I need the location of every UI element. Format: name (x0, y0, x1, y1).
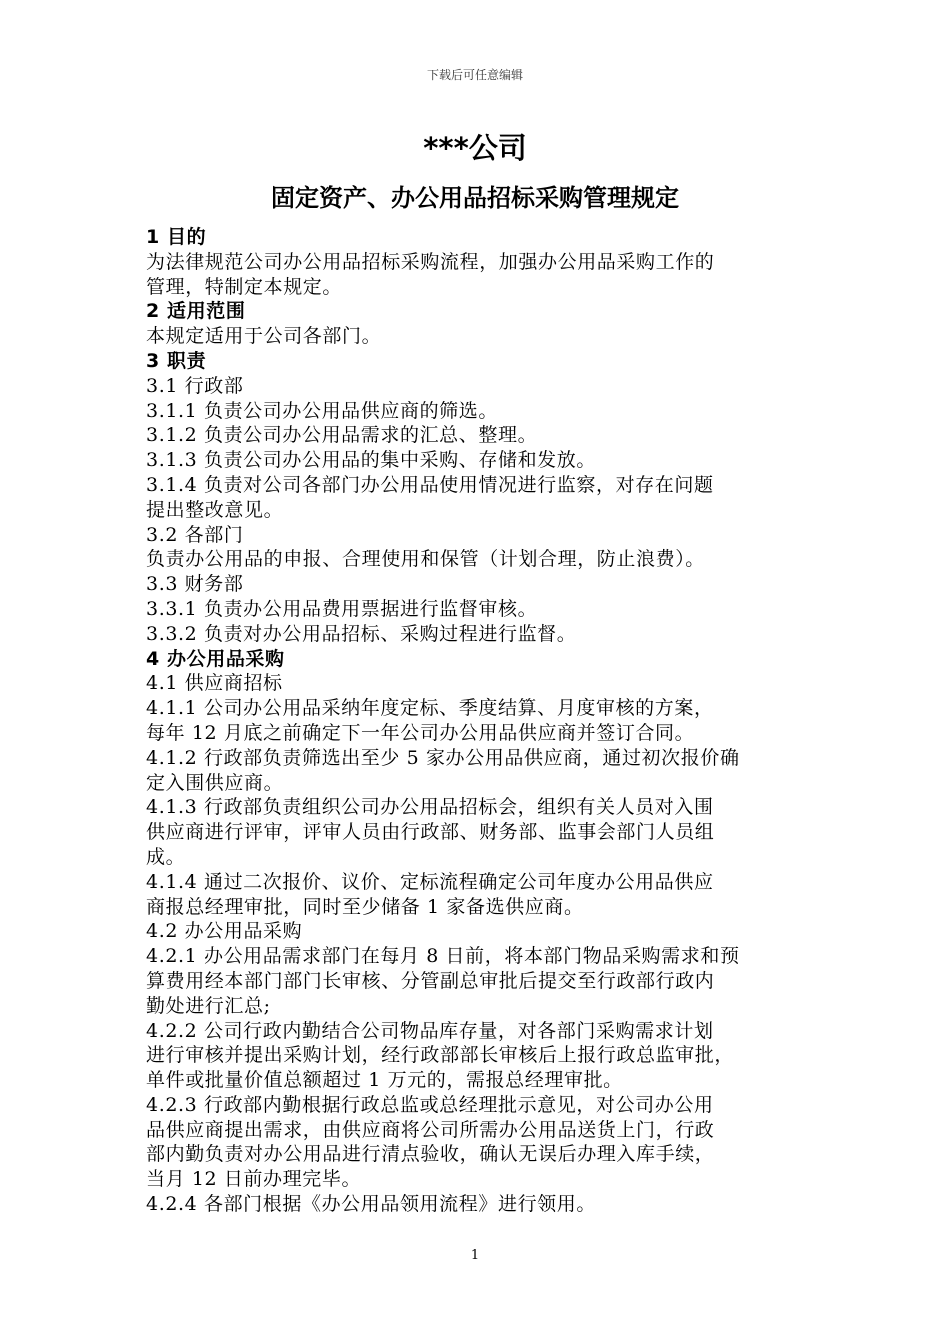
body-line: 单件或批量价值总额超过 1 万元的，需报总经理审批。 (146, 1069, 623, 1092)
body-line: 3.3 财务部 (146, 573, 244, 596)
body-line: 提出整改意见。 (146, 498, 284, 521)
section-heading: 4 办公用品采购 (146, 647, 285, 670)
body-line: 3.1.3 负责公司办公用品的集中采购、存储和发放。 (146, 449, 596, 472)
body-line: 本规定适用于公司各部门。 (146, 325, 382, 348)
body-line: 当月 12 日前办理完毕。 (146, 1168, 362, 1191)
body-line: 勤处进行汇总; (146, 994, 271, 1017)
body-line: 管理，特制定本规定。 (146, 275, 343, 298)
section-heading: 3 职责 (146, 349, 207, 372)
body-line: 进行审核并提出采购计划，经行政部部长审核后上报行政总监审批， (146, 1044, 735, 1067)
body-line: 算费用经本部门部门长审核、分管副总审批后提交至行政部行政内 (146, 969, 715, 992)
body-line: 3.1.4 负责对公司各部门办公用品使用情况进行监察，对存在问题 (146, 473, 714, 496)
body-line: 3.1.1 负责公司办公用品供应商的筛选。 (146, 399, 498, 422)
body-line: 为法律规范公司办公用品招标采购流程，加强办公用品采购工作的 (146, 250, 715, 273)
body-line: 负责办公用品的申报、合理使用和保管（计划合理，防止浪费）。 (146, 548, 705, 571)
body-line: 4.1.4 通过二次报价、议价、定标流程确定公司年度办公用品供应 (146, 870, 714, 893)
company-name: ***公司 (423, 131, 527, 165)
body-line: 3.3.1 负责办公用品费用票据进行监督审核。 (146, 597, 538, 620)
body-line: 供应商进行评审，评审人员由行政部、财务部、监事会部门人员组 (146, 821, 715, 844)
body-line: 4.1.2 行政部负责筛选出至少 5 家办公用品供应商，通过初次报价确 (146, 746, 740, 769)
body-line: 每年 12 月底之前确定下一年公司办公用品供应商并签订合同。 (146, 721, 695, 744)
body-line: 4.1.3 行政部负责组织公司办公用品招标会，组织有关人员对入围 (146, 796, 714, 819)
body-line: 商报总经理审批，同时至少储备 1 家备选供应商。 (146, 895, 584, 918)
body-line: 4.2 办公用品采购 (146, 920, 303, 943)
body-line: 部内勤负责对办公用品进行清点验收，确认无误后办理入库手续， (146, 1143, 715, 1166)
body-line: 3.1 行政部 (146, 374, 244, 397)
section-heading: 2 适用范围 (146, 300, 246, 323)
body-line: 4.2.3 行政部内勤根据行政总监或总经理批示意见，对公司办公用 (146, 1093, 714, 1116)
body-line: 4.1.1 公司办公用品采纳年度定标、季度结算、月度审核的方案， (146, 697, 714, 720)
body-line: 4.2.2 公司行政内勤结合公司物品库存量，对各部门采购需求计划 (146, 1019, 714, 1042)
document-body (146, 225, 818, 1217)
header-note: 下载后可任意编辑 (426, 68, 523, 82)
body-line: 3.2 各部门 (146, 523, 244, 546)
body-line: 成。 (146, 845, 186, 868)
body-line: 3.1.2 负责公司办公用品需求的汇总、整理。 (146, 424, 538, 447)
body-line: 4.2.4 各部门根据《办公用品领用流程》进行领用。 (146, 1193, 596, 1216)
document-title: 固定资产、办公用品招标采购管理规定 (271, 184, 679, 212)
body-line: 4.1 供应商招标 (146, 672, 283, 695)
page-number: 1 (470, 1248, 480, 1263)
section-heading: 1 目的 (146, 226, 207, 248)
body-line: 3.3.2 负责对办公用品招标、采购过程进行监督。 (146, 622, 577, 645)
body-line: 定入围供应商。 (146, 771, 284, 794)
body-line: 品供应商提出需求，由供应商将公司所需办公用品送货上门，行政 (146, 1118, 715, 1141)
body-line: 4.2.1 办公用品需求部门在每月 8 日前，将本部门物品采购需求和预 (146, 945, 740, 968)
